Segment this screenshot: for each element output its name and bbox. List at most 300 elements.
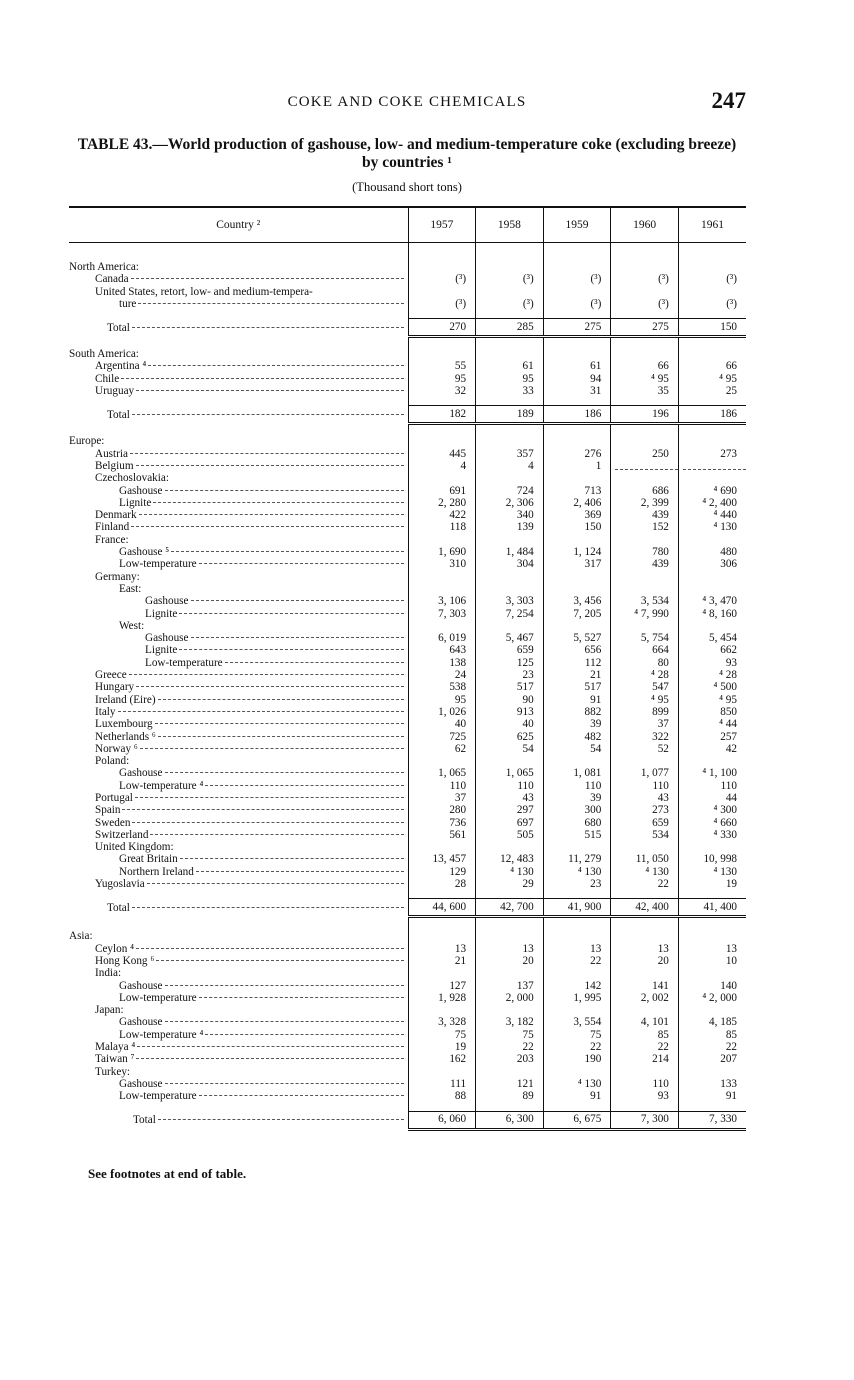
value-cell: 19 <box>678 878 746 890</box>
value-cell <box>678 348 746 360</box>
row-label <box>69 385 408 397</box>
value-cell: ⁴ 28 <box>611 669 679 681</box>
table-row <box>69 1066 746 1078</box>
value-cell: 110 <box>408 780 476 792</box>
row-label-text: Chile <box>95 372 120 385</box>
row-label <box>69 817 408 829</box>
value-cell: 6, 060 <box>408 1111 476 1129</box>
row-label <box>69 967 408 979</box>
row-label-text: Denmark <box>95 509 137 522</box>
table-row <box>69 298 746 310</box>
value-cell: 276 <box>543 448 611 460</box>
value-cell <box>611 1004 679 1016</box>
column-header: 1958 <box>476 207 544 243</box>
value-cell <box>408 472 476 484</box>
table-row <box>69 930 746 942</box>
value-cell <box>543 348 611 360</box>
value-cell: 24 <box>408 669 476 681</box>
value-cell <box>611 348 679 360</box>
row-label <box>69 472 408 484</box>
row-label-text: Low-temperature <box>119 991 197 1004</box>
value-cell: 13, 457 <box>408 853 476 865</box>
value-cell <box>678 534 746 546</box>
value-cell: (³) <box>611 273 679 285</box>
value-cell: 54 <box>543 743 611 755</box>
row-label <box>69 348 408 360</box>
table-row <box>69 1090 746 1102</box>
value-cell: 13 <box>611 943 679 955</box>
row-label-text: Total <box>107 901 130 914</box>
value-cell: 75 <box>476 1029 544 1041</box>
value-cell: 273 <box>611 804 679 816</box>
value-cell: 724 <box>476 485 544 497</box>
value-cell: ⁴ 130 <box>678 521 746 533</box>
row-label <box>69 521 408 533</box>
value-cell: 85 <box>678 1029 746 1041</box>
running-title: COKE AND COKE CHEMICALS <box>287 94 527 110</box>
value-cell <box>678 571 746 583</box>
footnote-reference: See footnotes at end of table. <box>88 1166 247 1181</box>
table-row <box>69 731 746 743</box>
row-label <box>69 261 408 273</box>
value-cell: (³) <box>408 273 476 285</box>
row-label <box>69 706 408 718</box>
value-cell: 31 <box>543 385 611 397</box>
value-cell <box>476 286 544 298</box>
value-cell: 1, 065 <box>476 767 544 779</box>
value-cell: 23 <box>476 669 544 681</box>
value-cell <box>476 435 544 447</box>
spacer-row <box>69 337 746 349</box>
value-cell <box>476 1066 544 1078</box>
row-label-text: Hungary <box>95 681 135 694</box>
value-cell: 43 <box>611 792 679 804</box>
row-label <box>69 286 408 298</box>
value-cell: 300 <box>543 804 611 816</box>
spacer-row <box>69 1103 746 1112</box>
value-cell: 482 <box>543 731 611 743</box>
value-cell: 95 <box>408 373 476 385</box>
table-row <box>69 1029 746 1041</box>
table-row <box>69 558 746 570</box>
value-cell <box>611 571 679 583</box>
value-cell: 7, 205 <box>543 608 611 620</box>
value-cell: 273 <box>678 448 746 460</box>
value-cell <box>678 472 746 484</box>
value-cell: 129 <box>408 866 476 878</box>
value-cell <box>476 583 544 595</box>
value-cell: 5, 527 <box>543 632 611 644</box>
value-cell: 369 <box>543 509 611 521</box>
value-cell: 43 <box>476 792 544 804</box>
running-head <box>68 88 746 118</box>
value-cell: 659 <box>476 644 544 656</box>
value-cell: 664 <box>611 644 679 656</box>
value-cell: 35 <box>611 385 679 397</box>
value-cell: 656 <box>543 644 611 656</box>
table-title: TABLE 43.—World production of gashouse, low- and medium-temperature coke (excluding breeze) by countries ¹ <box>77 136 737 171</box>
row-label <box>69 1029 408 1041</box>
value-cell: (³) <box>543 298 611 310</box>
value-cell <box>611 534 679 546</box>
value-cell: 19 <box>408 1041 476 1053</box>
table-row <box>69 448 746 460</box>
value-cell: 310 <box>408 558 476 570</box>
value-cell: ⁴ 440 <box>678 509 746 521</box>
row-label <box>69 792 408 804</box>
value-cell: (³) <box>543 273 611 285</box>
value-cell: 196 <box>611 406 679 424</box>
value-cell <box>408 583 476 595</box>
value-cell: 29 <box>476 878 544 890</box>
value-cell: 322 <box>611 731 679 743</box>
value-cell: 41, 400 <box>678 899 746 917</box>
value-cell <box>408 841 476 853</box>
value-cell <box>408 534 476 546</box>
value-cell: 13 <box>408 943 476 955</box>
value-cell: 89 <box>476 1090 544 1102</box>
value-cell: 91 <box>543 1090 611 1102</box>
row-label <box>69 1090 408 1102</box>
value-cell: 55 <box>408 360 476 372</box>
value-cell: 1, 928 <box>408 992 476 1004</box>
value-cell <box>408 1066 476 1078</box>
value-cell: 85 <box>611 1029 679 1041</box>
value-cell: 11, 279 <box>543 853 611 865</box>
value-cell: 1, 065 <box>408 767 476 779</box>
value-cell: 40 <box>476 718 544 730</box>
table-row <box>69 286 746 298</box>
row-label <box>69 980 408 992</box>
value-cell: (³) <box>408 298 476 310</box>
value-cell <box>408 930 476 942</box>
table-row <box>69 644 746 656</box>
value-cell: ⁴ 330 <box>678 829 746 841</box>
value-cell <box>543 534 611 546</box>
value-cell: 534 <box>611 829 679 841</box>
value-cell: ⁴ 44 <box>678 718 746 730</box>
value-cell: 515 <box>543 829 611 841</box>
value-cell: 6, 300 <box>476 1111 544 1129</box>
value-cell: 13 <box>678 943 746 955</box>
value-cell: 5, 754 <box>611 632 679 644</box>
row-label <box>69 718 408 730</box>
value-cell: 95 <box>476 373 544 385</box>
value-cell: 270 <box>408 319 476 337</box>
value-cell: 203 <box>476 1053 544 1065</box>
value-cell: 257 <box>678 731 746 743</box>
value-cell: 125 <box>476 657 544 669</box>
row-label-text: Gashouse <box>119 1016 163 1029</box>
value-cell: ⁴ 28 <box>678 669 746 681</box>
table-row <box>69 1078 746 1090</box>
table-row <box>69 485 746 497</box>
value-cell: 33 <box>476 385 544 397</box>
value-cell <box>611 930 679 942</box>
value-cell: 882 <box>543 706 611 718</box>
row-label <box>69 620 408 632</box>
row-label <box>69 1004 408 1016</box>
value-cell: 110 <box>678 780 746 792</box>
value-cell: ⁴ 660 <box>678 817 746 829</box>
row-label <box>69 485 408 497</box>
table-row <box>69 583 746 595</box>
column-header: 1961 <box>678 207 746 243</box>
value-cell: 22 <box>611 878 679 890</box>
value-cell: 162 <box>408 1053 476 1065</box>
row-label-text: East: <box>119 582 142 595</box>
row-label-text: Low-temperature <box>119 1090 197 1103</box>
value-cell: 112 <box>543 657 611 669</box>
value-cell: 22 <box>611 1041 679 1053</box>
row-label-text: Low-temperature <box>119 558 197 571</box>
value-cell: 28 <box>408 878 476 890</box>
value-cell: 3, 303 <box>476 595 544 607</box>
value-cell: 913 <box>476 706 544 718</box>
row-label <box>69 509 408 521</box>
value-cell: ⁴ 130 <box>476 866 544 878</box>
row-label-text: Greece <box>95 669 127 682</box>
row-label-text: North America: <box>69 261 139 273</box>
value-cell <box>611 620 679 632</box>
table-row <box>69 472 746 484</box>
row-label-text: Great Britain <box>119 853 178 866</box>
row-label <box>69 273 408 285</box>
value-cell: (³) <box>611 298 679 310</box>
value-cell <box>543 755 611 767</box>
value-cell: 7, 303 <box>408 608 476 620</box>
row-label <box>69 955 408 967</box>
value-cell: 4 <box>408 460 476 472</box>
row-label <box>69 406 408 424</box>
value-cell: 52 <box>611 743 679 755</box>
value-cell: 736 <box>408 817 476 829</box>
row-label-text: Argentina ⁴ <box>95 360 147 373</box>
value-cell <box>476 534 544 546</box>
row-label-text: Lignite <box>145 644 178 657</box>
row-label <box>69 743 408 755</box>
value-cell: 20 <box>611 955 679 967</box>
row-label-text: Total <box>133 1113 156 1126</box>
row-label <box>69 657 408 669</box>
table-row <box>69 435 746 447</box>
value-cell: 75 <box>543 1029 611 1041</box>
table-row <box>69 817 746 829</box>
value-cell: 439 <box>611 509 679 521</box>
value-cell: 561 <box>408 829 476 841</box>
row-label <box>69 360 408 372</box>
value-cell <box>476 571 544 583</box>
total-row <box>69 1111 746 1129</box>
table-row <box>69 521 746 533</box>
value-cell <box>678 930 746 942</box>
table-row <box>69 866 746 878</box>
table-row <box>69 509 746 521</box>
row-label-text: Japan: <box>95 1004 124 1017</box>
value-cell: 662 <box>678 644 746 656</box>
value-cell: 445 <box>408 448 476 460</box>
value-cell: 141 <box>611 980 679 992</box>
row-label-text: United Kingdom: <box>95 841 174 854</box>
table-row <box>69 261 746 273</box>
value-cell: 697 <box>476 817 544 829</box>
row-label-text: Gashouse ⁵ <box>119 546 170 559</box>
row-label-text: Hong Kong ⁶ <box>95 954 155 967</box>
table-row <box>69 841 746 853</box>
value-cell <box>611 261 679 273</box>
value-cell: ⁴ 130 <box>543 866 611 878</box>
value-cell: 2, 000 <box>476 992 544 1004</box>
row-label <box>69 755 408 767</box>
value-cell: 110 <box>543 780 611 792</box>
value-cell: 725 <box>408 731 476 743</box>
table-row <box>69 780 746 792</box>
value-cell: 4, 185 <box>678 1016 746 1028</box>
table-row <box>69 853 746 865</box>
value-cell: 306 <box>678 558 746 570</box>
value-cell: (³) <box>476 273 544 285</box>
value-cell <box>543 1004 611 1016</box>
value-cell: 39 <box>543 718 611 730</box>
row-label-text: Spain <box>95 804 121 817</box>
row-label-text: Germany: <box>95 570 140 583</box>
table-header <box>69 207 746 243</box>
table-row <box>69 1004 746 1016</box>
value-cell: ⁴ 95 <box>678 694 746 706</box>
row-label <box>69 878 408 890</box>
row-label-text: Northern Ireland <box>119 865 194 878</box>
value-cell <box>543 571 611 583</box>
row-label <box>69 644 408 656</box>
row-label-text: Gashouse <box>145 632 189 645</box>
value-cell: 21 <box>543 669 611 681</box>
production-table <box>69 206 746 1131</box>
row-label-text: West: <box>119 619 145 632</box>
value-cell: 3, 182 <box>476 1016 544 1028</box>
row-label-text: United States, retort, low- and medium-tempera- <box>95 285 313 298</box>
value-cell: ⁴ 95 <box>611 694 679 706</box>
value-cell: 127 <box>408 980 476 992</box>
table-row <box>69 273 746 285</box>
value-cell <box>678 967 746 979</box>
total-row <box>69 319 746 337</box>
total-row <box>69 406 746 424</box>
row-label-text: Italy <box>95 705 116 718</box>
spacer-row <box>69 397 746 406</box>
value-cell <box>476 1004 544 1016</box>
value-cell: 659 <box>611 817 679 829</box>
value-cell <box>476 261 544 273</box>
row-label-text: France: <box>95 533 129 546</box>
value-cell: 137 <box>476 980 544 992</box>
value-cell: 517 <box>476 681 544 693</box>
value-cell: 110 <box>611 780 679 792</box>
value-cell <box>611 435 679 447</box>
value-cell: ⁴ 95 <box>678 373 746 385</box>
row-label <box>69 1016 408 1028</box>
row-label <box>69 319 408 337</box>
value-cell <box>678 435 746 447</box>
value-cell: ⁴ 95 <box>611 373 679 385</box>
value-cell: 3, 328 <box>408 1016 476 1028</box>
value-cell: 21 <box>408 955 476 967</box>
column-header: 1960 <box>611 207 679 243</box>
value-cell <box>476 930 544 942</box>
table-row <box>69 1053 746 1065</box>
value-cell: 713 <box>543 485 611 497</box>
value-cell: 5, 467 <box>476 632 544 644</box>
value-cell <box>476 472 544 484</box>
value-cell: 54 <box>476 743 544 755</box>
row-label-text: Finland <box>95 521 130 534</box>
value-cell: 25 <box>678 385 746 397</box>
value-cell <box>611 841 679 853</box>
value-cell: 686 <box>611 485 679 497</box>
column-header: 1957 <box>408 207 476 243</box>
value-cell: 439 <box>611 558 679 570</box>
value-cell: 22 <box>543 1041 611 1053</box>
value-cell: ⁴ 130 <box>611 866 679 878</box>
value-cell: 7, 300 <box>611 1111 679 1129</box>
row-label <box>69 1066 408 1078</box>
row-label-text: Asia: <box>69 930 93 943</box>
value-cell: 111 <box>408 1078 476 1090</box>
value-cell: 186 <box>678 406 746 424</box>
value-cell: 93 <box>678 657 746 669</box>
value-cell: 22 <box>476 1041 544 1053</box>
value-cell: 6, 019 <box>408 632 476 644</box>
table-row <box>69 694 746 706</box>
value-cell: 547 <box>611 681 679 693</box>
table-body <box>69 243 746 1130</box>
value-cell: 41, 900 <box>543 899 611 917</box>
value-cell: 1, 081 <box>543 767 611 779</box>
value-cell <box>611 967 679 979</box>
value-cell <box>543 286 611 298</box>
value-cell: ⁴ 500 <box>678 681 746 693</box>
table-row <box>69 608 746 620</box>
table-row <box>69 373 746 385</box>
row-label <box>69 435 408 447</box>
column-header: 1959 <box>543 207 611 243</box>
value-cell: 207 <box>678 1053 746 1065</box>
total-row <box>69 899 746 917</box>
value-cell <box>476 841 544 853</box>
value-cell: (³) <box>476 298 544 310</box>
table-row <box>69 967 746 979</box>
value-cell: 899 <box>611 706 679 718</box>
row-label <box>69 731 408 743</box>
value-cell: 3, 554 <box>543 1016 611 1028</box>
value-cell: 182 <box>408 406 476 424</box>
table-row <box>69 804 746 816</box>
row-label <box>69 497 408 509</box>
value-cell: ⁴ 7, 990 <box>611 608 679 620</box>
value-cell: 44, 600 <box>408 899 476 917</box>
value-cell: 142 <box>543 980 611 992</box>
value-cell <box>678 620 746 632</box>
value-cell <box>543 967 611 979</box>
value-cell <box>611 583 679 595</box>
table-row <box>69 1041 746 1053</box>
row-label-text: Czechoslovakia: <box>95 472 169 485</box>
value-cell: 1, 077 <box>611 767 679 779</box>
row-label <box>69 373 408 385</box>
row-label <box>69 1053 408 1065</box>
value-cell: 280 <box>408 804 476 816</box>
row-label <box>69 1041 408 1053</box>
page-number: 247 <box>711 88 746 113</box>
